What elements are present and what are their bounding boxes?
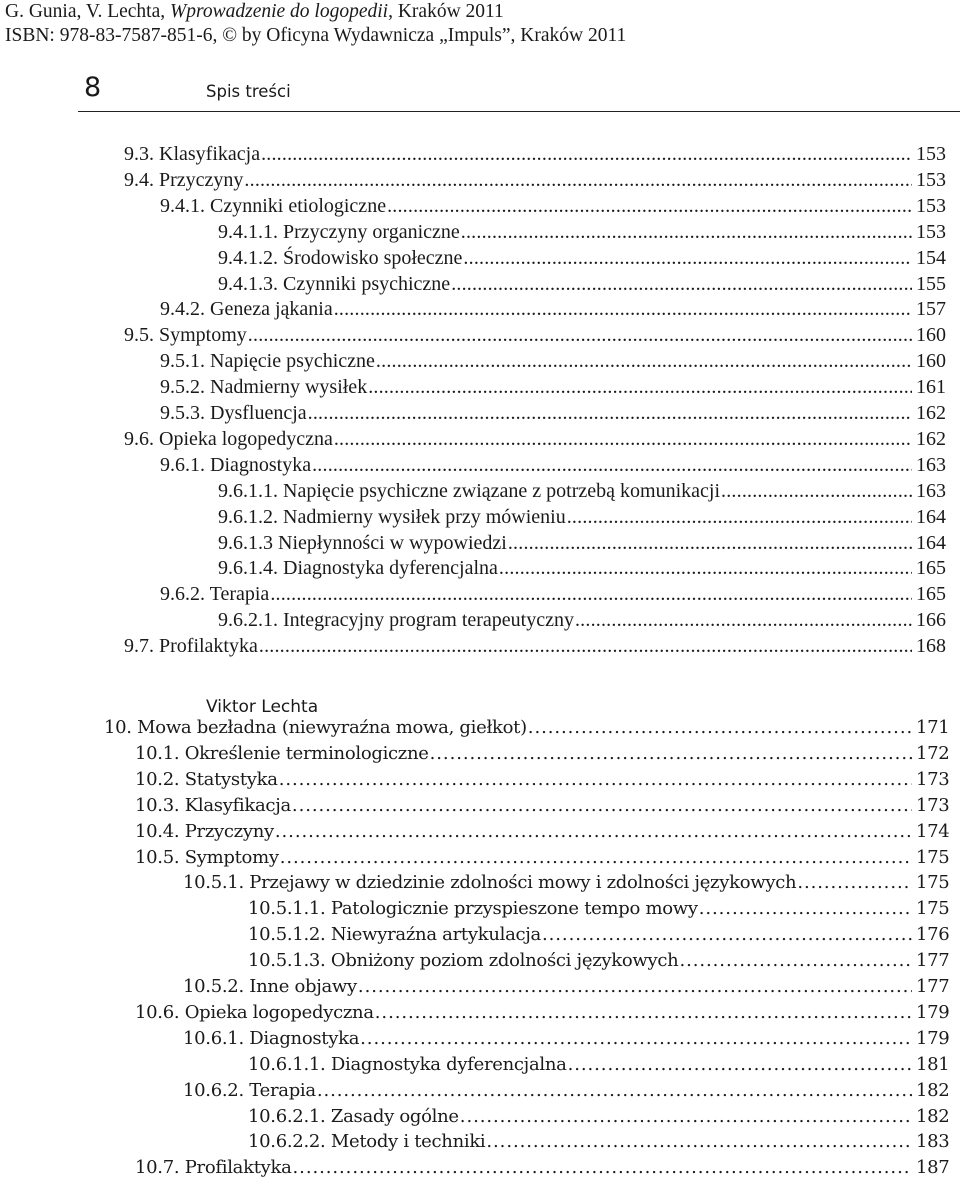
dot-leader [575, 607, 912, 633]
dot-leader [463, 245, 912, 271]
dot-leader [358, 974, 912, 1000]
dot-leader [461, 219, 912, 245]
dot-leader [508, 530, 912, 556]
toc-entry [135, 741, 960, 767]
toc-entry-page: 181 [916, 1053, 950, 1075]
toc-entry [248, 922, 960, 948]
toc-entry [135, 1155, 960, 1181]
toc-entry [218, 555, 960, 581]
toc-entry [135, 1000, 960, 1026]
toc-entry [218, 271, 960, 297]
toc-entry-label: 9.4.1. Czynniki etiologiczne [160, 194, 387, 217]
toc-entry-label: 9.3. Klasyfikacja [124, 143, 261, 165]
toc-entry-label: 9.4.1.2. Środowisko społeczne [218, 246, 463, 269]
toc-entry [218, 219, 960, 245]
toc-entry-label: 10.4. Przyczyny [135, 820, 274, 842]
toc-entry-label: 9.4.1.1. Przyczyny organiczne [218, 220, 460, 243]
toc-entry [183, 1026, 960, 1052]
toc-entry-label: 10.5. Symptomy [135, 846, 279, 868]
toc-entry-page: 166 [916, 609, 946, 632]
toc-entry-label: 9.4. Przyczyny [124, 168, 244, 191]
toc-entry-label: 9.6.1.4. Diagnostyka dyferencjalna [218, 557, 498, 580]
toc-entry-page: 183 [916, 1131, 950, 1153]
toc-entry-label: 9.6.1.3 Niepłynności w wypowiedzi [218, 531, 507, 554]
dot-leader [567, 504, 912, 530]
dot-leader [275, 819, 912, 845]
toc-entry-page: 164 [916, 505, 946, 528]
dot-leader [451, 271, 912, 297]
toc-entry-page: 161 [916, 376, 946, 399]
toc-entry [248, 896, 960, 922]
toc-entry-page: 175 [916, 898, 950, 920]
running-head: Spis treści [206, 82, 291, 101]
toc-entry [218, 530, 960, 556]
dot-leader [312, 452, 912, 478]
toc-entry [124, 633, 960, 659]
dot-leader [499, 555, 912, 581]
toc-entry [248, 1129, 960, 1155]
toc-entry [135, 819, 960, 845]
toc-entry [218, 478, 960, 504]
toc-entry [135, 845, 960, 871]
dot-leader [387, 193, 912, 219]
toc-entry-label: 9.6.2.1. Integracyjny program terapeutyczny [218, 609, 574, 632]
dot-leader [308, 400, 912, 426]
dot-leader [528, 715, 912, 741]
toc-entry-page: 153 [916, 168, 946, 191]
toc-entry [160, 400, 960, 426]
toc-entry-page: 177 [916, 950, 950, 972]
toc-entry [183, 1078, 960, 1104]
toc-entry-page: 179 [916, 1001, 950, 1023]
toc-entry [124, 141, 960, 167]
toc-entry [218, 245, 960, 271]
dot-leader [679, 948, 912, 974]
toc-entry-label: 10.6.1. Diagnostyka [183, 1027, 360, 1049]
toc-entry-page: 174 [916, 820, 950, 842]
dot-leader [261, 141, 912, 167]
dot-leader [486, 1129, 912, 1155]
toc-entry [218, 504, 960, 530]
toc-entry-label: 10.1. Określenie terminologiczne [135, 742, 429, 764]
toc-entry-label: 9.6.1.2. Nadmierny wysiłek przy mówieniu [218, 505, 566, 528]
toc-entry [160, 296, 960, 322]
toc-entry-page: 155 [916, 272, 946, 295]
toc-entry [160, 452, 960, 478]
toc-entry-label: 9.5.2. Nadmierny wysiłek [160, 376, 368, 399]
toc-entry-page: 187 [916, 1157, 950, 1179]
toc-entry-label: 10.5.1.3. Obniżony poziom zdolności językowych [248, 950, 679, 972]
dot-leader [270, 581, 912, 607]
toc-entry-page: 163 [916, 479, 946, 502]
toc-entry-page: 153 [916, 143, 946, 165]
toc-entry [248, 1104, 960, 1130]
dot-leader [376, 348, 912, 374]
toc-entry-page: 172 [916, 742, 950, 764]
toc-entry-label: 9.4.2. Geneza jąkania [160, 298, 333, 321]
toc-entry-label: 10.7. Profilaktyka [135, 1157, 292, 1179]
dot-leader [542, 922, 912, 948]
toc-entry [124, 167, 960, 193]
toc-entry-label: 9.5.3. Dysfluencja [160, 402, 307, 424]
dot-leader [334, 426, 912, 452]
dot-leader [368, 374, 912, 400]
toc-entry-page: 165 [916, 583, 946, 606]
toc-entry-page: 160 [916, 350, 946, 373]
dot-leader [360, 1026, 912, 1052]
toc-entry-label: 10.2. Statystyka [135, 768, 278, 790]
dot-leader [334, 296, 912, 322]
toc-entry-label: 9.4.1.3. Czynniki psychiczne [218, 272, 451, 295]
dot-leader [280, 845, 912, 871]
toc-entry-label: 10.5.1.1. Patologicznie przyspieszone tempo mowy [248, 898, 698, 920]
dot-leader [568, 1052, 912, 1078]
toc-entry-page: 176 [916, 924, 950, 946]
toc-entry-page: 175 [916, 872, 950, 894]
toc-entry-page: 153 [916, 194, 946, 217]
toc-entry-label: 10.5.1. Przejawy w dziedzinie zdolności mowy i zdolności językowych [183, 872, 797, 894]
dot-leader [293, 1155, 912, 1181]
section-author: Viktor Lechta [206, 697, 319, 717]
toc-entry-page: 179 [916, 1027, 950, 1049]
toc-entry-page: 160 [916, 324, 946, 347]
dot-leader [248, 322, 912, 348]
dot-leader [292, 793, 912, 819]
dot-leader [375, 1000, 912, 1026]
dot-leader [721, 478, 912, 504]
toc-entry [160, 348, 960, 374]
toc-entry-page: 182 [916, 1105, 950, 1127]
toc-entry-label: 9.6.2. Terapia [160, 583, 270, 606]
dot-leader [460, 1104, 912, 1130]
toc-entry-label: 9.5. Symptomy [124, 324, 247, 347]
toc-entry-page: 154 [916, 246, 946, 269]
dot-leader [244, 167, 912, 193]
toc-entry-label: 10.5.2. Inne objawy [183, 976, 357, 997]
toc-entry-page: 168 [916, 635, 946, 658]
dot-leader [699, 896, 912, 922]
toc-entry [135, 767, 960, 793]
toc-entry-page: 162 [916, 402, 946, 424]
page-number: 8 [84, 72, 102, 103]
source-line-1: G. Gunia, V. Lechta, Wprowadzenie do logopedii, Kraków 2011 [5, 1, 504, 22]
toc-entry-page: 157 [916, 298, 946, 321]
toc-entry [218, 607, 960, 633]
toc-entry [124, 426, 960, 452]
toc-entry-label: 9.5.1. Napięcie psychiczne [160, 350, 375, 373]
book-title: Wprowadzenie do logopedii [170, 1, 389, 22]
toc-entry-label: 9.6.1.1. Napięcie psychiczne związane z potrzebą komunikacji [218, 479, 721, 502]
toc-entry-page: 163 [916, 453, 946, 476]
toc-entry-label: 10.6. Opieka logopedyczna [135, 1001, 374, 1023]
toc-entry [183, 974, 960, 1000]
toc-entry [160, 193, 960, 219]
toc-entry-label: 9.6.1. Diagnostyka [160, 453, 312, 476]
toc-entry-label: 10.3. Klasyfikacja [135, 794, 291, 816]
toc-entry-label: 10. Mowa bezładna (niewyraźna mowa, giełkot) [104, 717, 527, 738]
dot-leader [317, 1078, 912, 1104]
toc-entry-page: 153 [916, 220, 946, 243]
toc-entry-page: 165 [916, 557, 946, 580]
toc-entry [160, 374, 960, 400]
toc-entry-label: 9.7. Profilaktyka [124, 635, 258, 658]
toc-entry-label: 10.5.1.2. Niewyraźna artykulacja [248, 924, 541, 946]
toc-entry-label: 10.6.2. Terapia [183, 1079, 316, 1101]
source-line-2: ISBN: 978-83-7587-851-6, © by Oficyna Wydawnicza „Impuls”, Kraków 2011 [5, 24, 627, 46]
toc-entry-page: 164 [916, 531, 946, 554]
toc-entry-page: 171 [916, 717, 950, 738]
toc-entry-page: 175 [916, 846, 950, 868]
toc-entry-page: 177 [916, 976, 950, 997]
toc-entry-label: 9.6. Opieka logopedyczna [124, 427, 333, 450]
toc-entry-page: 182 [916, 1079, 950, 1101]
toc-entry [124, 322, 960, 348]
toc-entry [135, 793, 960, 819]
toc-entry-page: 162 [916, 427, 946, 450]
dot-leader [797, 870, 912, 896]
dot-leader [279, 767, 912, 793]
toc-entry-page: 173 [916, 768, 950, 790]
dot-leader [259, 633, 912, 659]
toc-entry [248, 1052, 960, 1078]
toc-entry-page: 173 [916, 794, 950, 816]
toc-entry [183, 870, 960, 896]
toc-entry [160, 581, 960, 607]
toc-entry-label: 10.6.2.1. Zasady ogólne [248, 1105, 459, 1127]
toc-entry-label: 10.6.1.1. Diagnostyka dyferencjalna [248, 1053, 567, 1075]
dot-leader [430, 741, 912, 767]
toc-entry [248, 948, 960, 974]
toc-entry-label: 10.6.2.2. Metody i techniki [248, 1131, 486, 1153]
